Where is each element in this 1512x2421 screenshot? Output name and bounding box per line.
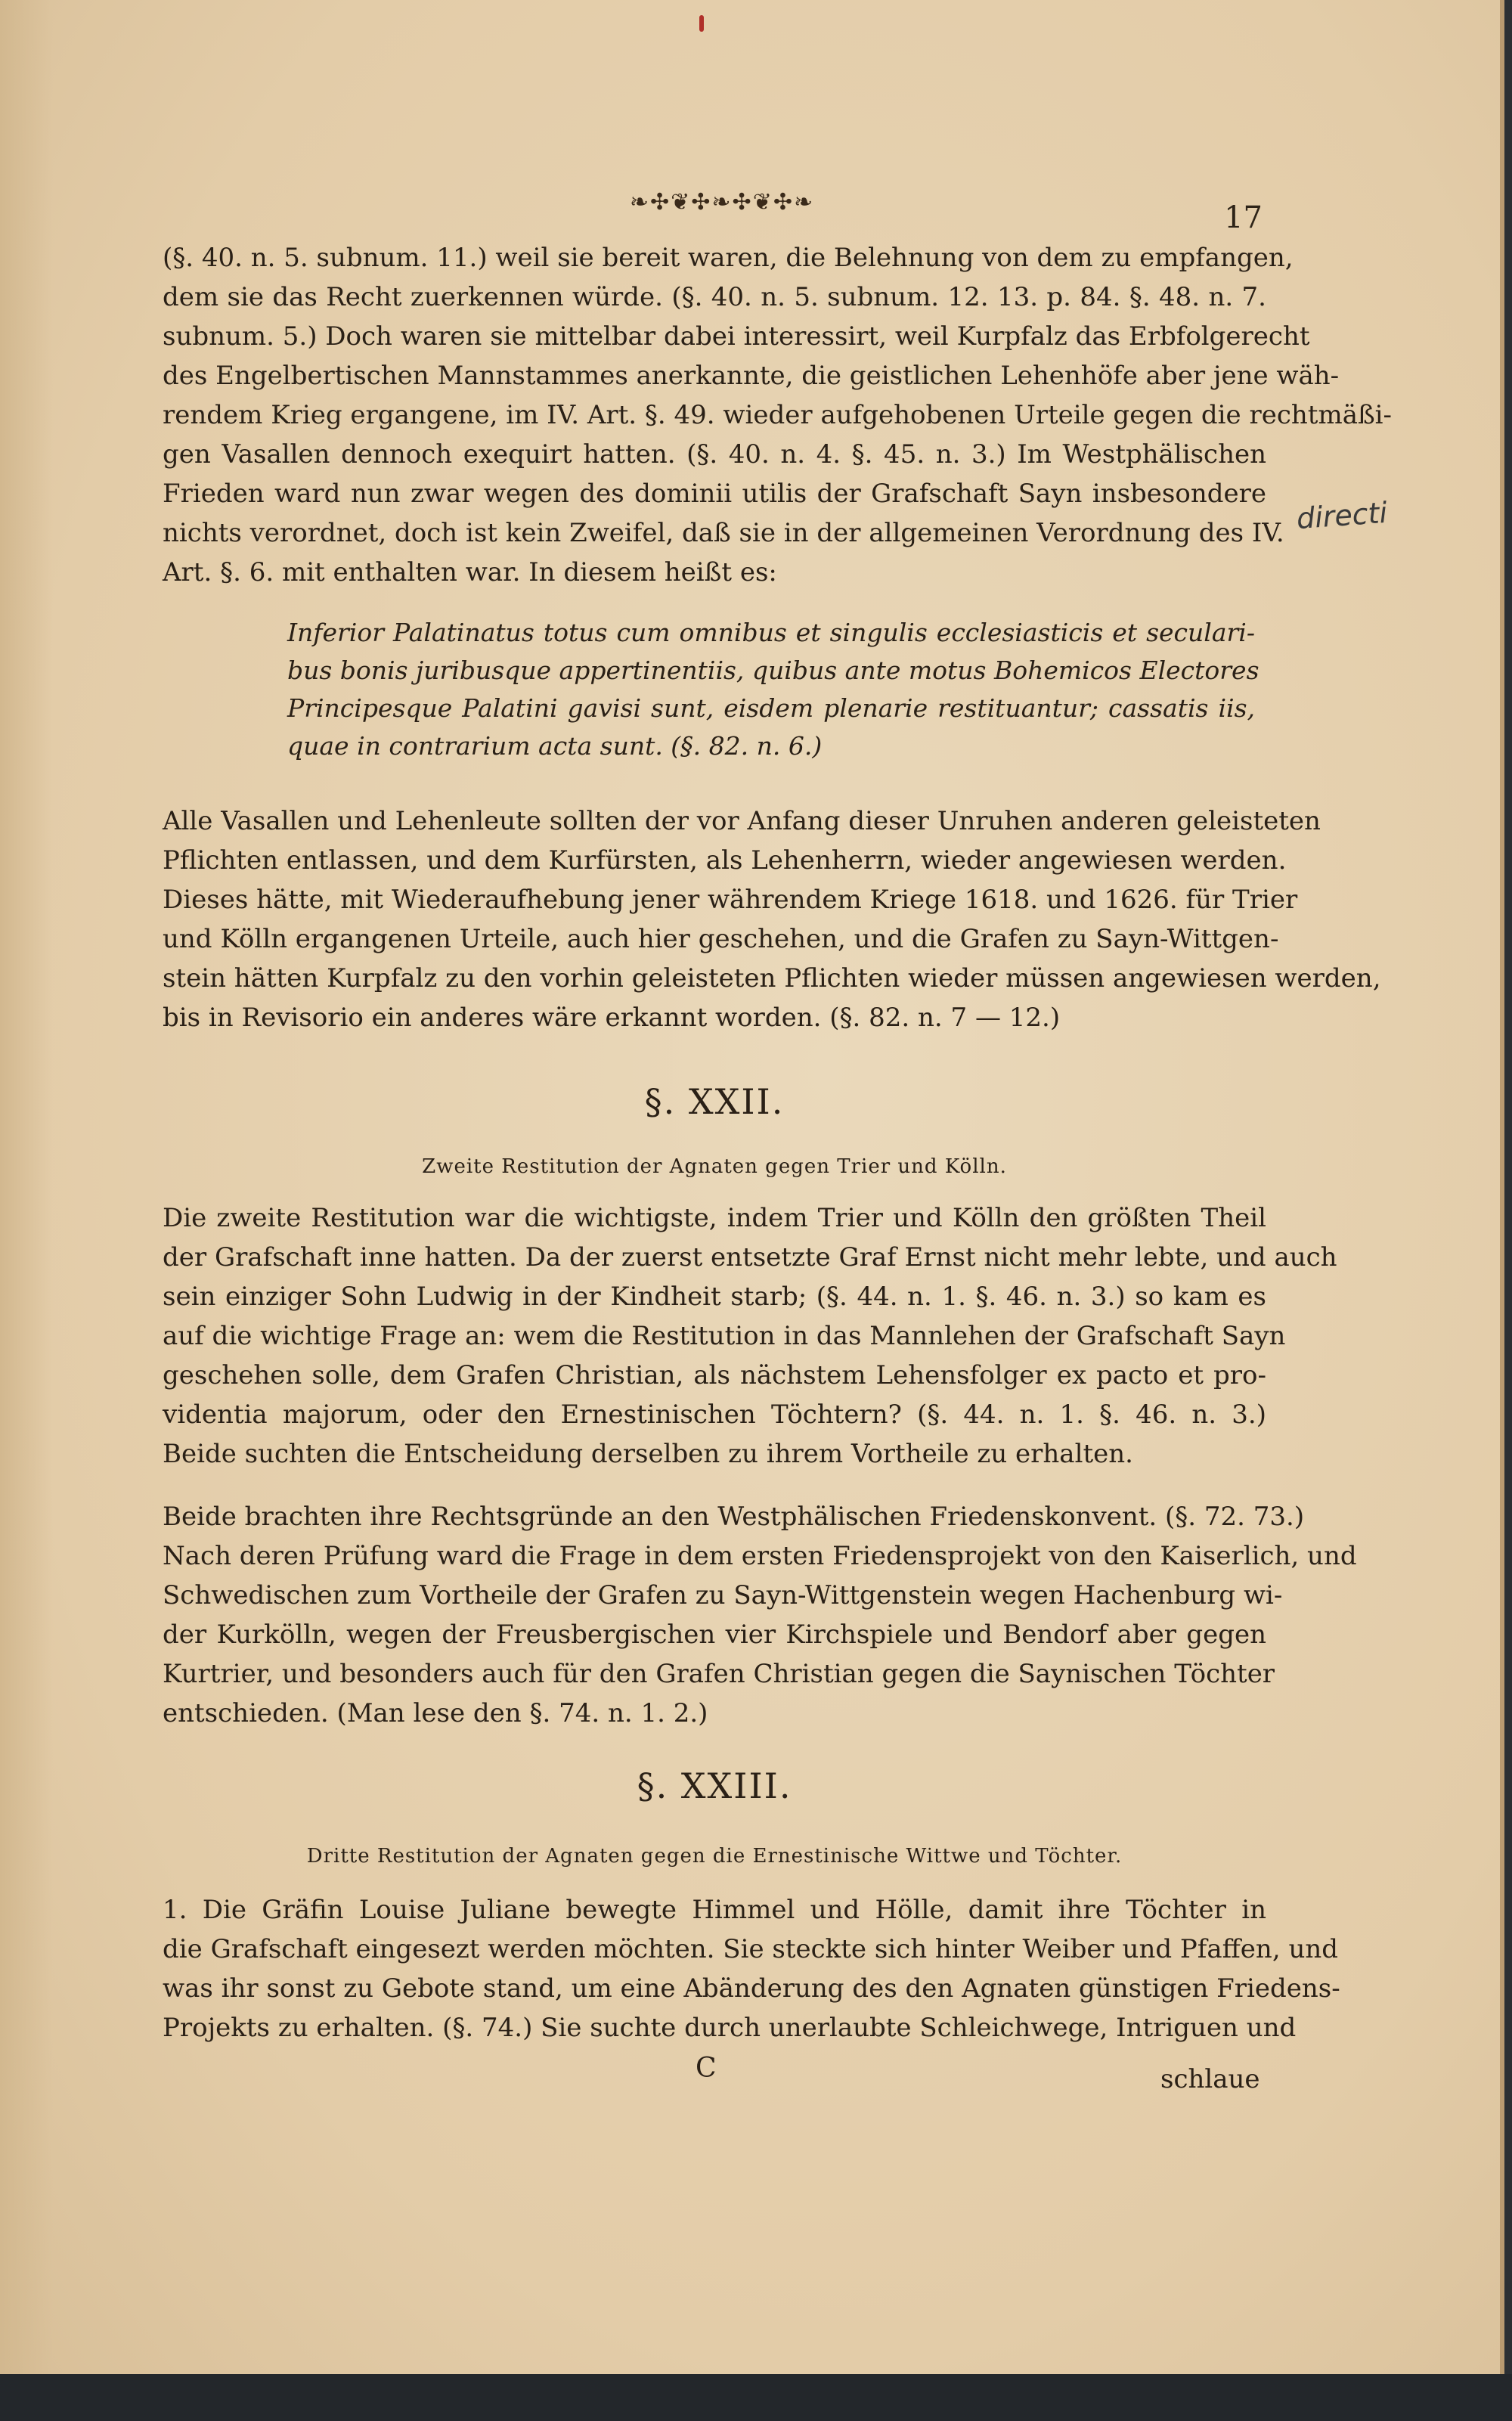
- red-mark: [699, 15, 704, 32]
- text-line: stein hätten Kurpfalz zu den vorhin geleisteten Pflichten wieder müssen angewiesen werden,: [163, 963, 1381, 994]
- text-line: videntia majorum, oder den Ernestinischen Töchtern? (§. 44. n. 1. §. 46. n. 3.): [163, 1400, 1266, 1430]
- section-subheading-xxiii: Dritte Restitution der Agnaten gegen die Ernestinische Wittwe und Töchter.: [306, 1845, 1123, 1868]
- text-line: Art. §. 6. mit enthalten war. In diesem heißt es:: [163, 557, 777, 587]
- text-line: dem sie das Recht zuerkennen würde. (§. 40. n. 5. subnum. 12. 13. p. 84. §. 48. n. 7.: [163, 282, 1266, 312]
- scan-background-strip: [0, 2374, 1512, 2421]
- latin-quotation: [287, 614, 1259, 765]
- text-line: was ihr sonst zu Gebote stand, um eine Abänderung des den Agnaten günstigen Friedens-: [163, 1973, 1340, 2004]
- text-line: nichts verordnet, doch ist kein Zweifel, daß sie in der allgemeinen Verordnung des IV.: [163, 518, 1284, 548]
- catchword: schlaue: [1160, 2064, 1260, 2094]
- section-subheading-xxii: Zweite Restitution der Agnaten gegen Trier und Kölln.: [422, 1155, 1007, 1178]
- text-line: der Grafschaft inne hatten. Da der zuerst entsetzte Graf Ernst nicht mehr lebte, und auch: [163, 1242, 1337, 1272]
- text-line: der Kurkölln, wegen der Freusbergischen vier Kirchspiele und Bendorf aber gegen: [163, 1620, 1266, 1650]
- text-line: rendem Krieg ergangene, im IV. Art. §. 49. wieder aufgehobenen Urteile gegen die rechtmäßi-: [163, 400, 1393, 430]
- text-line: sein einziger Sohn Ludwig in der Kindheit starb; (§. 44. n. 1. §. 46. n. 3.) so kam es: [163, 1282, 1266, 1312]
- text-line: auf die wichtige Frage an: wem die Restitution in das Mannlehen der Grafschaft Sayn: [163, 1321, 1286, 1351]
- text-line: Dieses hätte, mit Wiederaufhebung jener währendem Kriege 1618. und 1626. für Trier: [163, 885, 1298, 915]
- text-line: Kurtrier, und besonders auch für den Grafen Christian gegen die Saynischen Töchter: [163, 1659, 1275, 1689]
- page-number: 17: [1224, 200, 1263, 235]
- page-gutter-shadow: [0, 0, 53, 2374]
- text-line: die Grafschaft eingesezt werden möchten. Sie steckte sich hinter Weiber und Pfaffen, und: [163, 1934, 1339, 1964]
- text-line: geschehen solle, dem Grafen Christian, als nächstem Lehensfolger ex pacto et pro-: [163, 1360, 1266, 1390]
- text-line: entschieden. (Man lese den §. 74. n. 1. 2.): [163, 1698, 708, 1728]
- section-heading-xxii: §. XXII.: [644, 1081, 785, 1122]
- text-line: Nach deren Prüfung ward die Frage in dem ersten Friedensprojekt von den Kaiserlich, und: [163, 1541, 1357, 1571]
- text-line: des Engelbertischen Mannstammes anerkannte, die geistlichen Lehenhöfe aber jene wäh-: [163, 361, 1340, 391]
- text-line: Pflichten entlassen, und dem Kurfürsten, als Lehenherrn, wieder angewiesen werden.: [163, 845, 1287, 876]
- section-xxii-paragraph-2: [163, 1497, 1357, 1733]
- decorative-ornament: ❧✣❦✣❧✣❦✣❧: [629, 189, 815, 215]
- text-line: Die zweite Restitution war die wichtigste, indem Trier und Kölln den größten Theil: [163, 1203, 1266, 1233]
- text-line: subnum. 5.) Doch waren sie mittelbar dabei interessirt, weil Kurpfalz das Erbfolgerecht: [163, 321, 1310, 352]
- quote-line: quae in contrarium acta sunt. (§. 82. n. 6.): [287, 731, 823, 761]
- section-xxii-paragraph-1: [163, 1198, 1337, 1474]
- text-line: Alle Vasallen und Lehenleute sollten der vor Anfang dieser Unruhen anderen geleisteten: [163, 806, 1321, 836]
- text-line: Schwedischen zum Vortheile der Grafen zu Sayn-Wittgenstein wegen Hachenburg wi-: [163, 1580, 1283, 1610]
- text-line: gen Vasallen dennoch exequirt hatten. (§. 40. n. 4. §. 45. n. 3.) Im Westphälischen: [163, 439, 1266, 470]
- text-line: Beide brachten ihre Rechtsgründe an den Westphälischen Friedenskonvent. (§. 72. 73.): [163, 1502, 1305, 1532]
- quote-line: Principesque Palatini gavisi sunt, eisdem plenarie restituantur; cassatis iis,: [287, 693, 1255, 723]
- text-line: (§. 40. n. 5. subnum. 11.) weil sie bereit waren, die Belehnung von dem zu empfangen,: [163, 243, 1294, 273]
- handwritten-marginal-note: directi: [1295, 495, 1389, 536]
- text-line: und Kölln ergangenen Urteile, auch hier geschehen, und die Grafen zu Sayn-Wittgen-: [163, 924, 1279, 954]
- text-line: 1. Die Gräfin Louise Juliane bewegte Himmel und Hölle, damit ihre Töchter in: [163, 1895, 1266, 1925]
- text-line: Beide suchten die Entscheidung derselben zu ihrem Vortheile zu erhalten.: [163, 1439, 1133, 1469]
- section-xxiii-paragraph-1: [163, 1890, 1340, 2047]
- text-line: Projekts zu erhalten. (§. 74.) Sie suchte durch unerlaubte Schleichwege, Intriguen und: [163, 2013, 1297, 2043]
- paragraph-block-2: [163, 801, 1381, 1037]
- text-line: Frieden ward nun zwar wegen des dominii utilis der Grafschaft Sayn insbesondere: [163, 479, 1266, 509]
- quote-line: Inferior Palatinatus totus cum omnibus et singulis ecclesiasticis et seculari-: [287, 618, 1255, 647]
- section-heading-xxiii: §. XXIII.: [637, 1765, 792, 1806]
- text-line: bis in Revisorio ein anderes wäre erkannt worden. (§. 82. n. 7 — 12.): [163, 1003, 1061, 1033]
- quote-line: bus bonis juribusque appertinentiis, quibus ante motus Bohemicos Electores: [287, 656, 1259, 685]
- signature-mark: C: [696, 2053, 717, 2084]
